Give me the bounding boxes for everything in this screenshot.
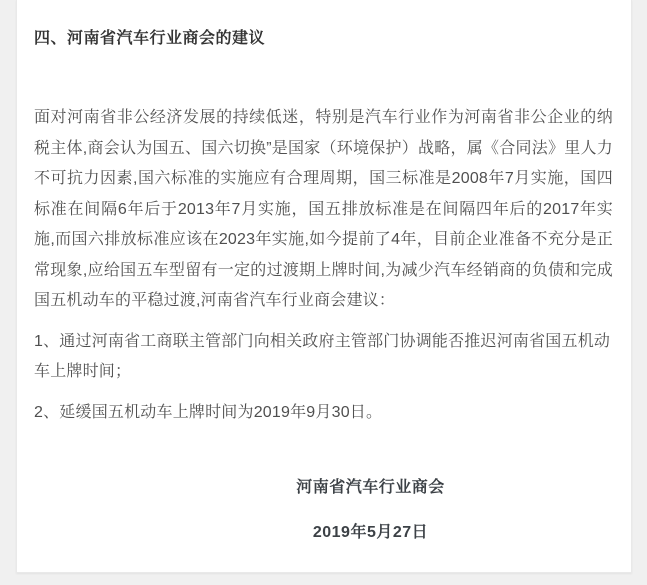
suggestion-item-2: 2、延缓国五机动车上牌时间为2019年9月30日。 — [34, 403, 383, 421]
section-heading: 四、河南省汽车行业商会的建议 — [34, 30, 266, 47]
signature: 河南省汽车行业商会 — [296, 479, 445, 496]
document-content — [17, 0, 631, 548]
signature-block — [81, 473, 647, 548]
suggestion-item-1: 1、通过河南省工商联主管部门向相关政府主管部门协调能否推迟河南省国五机动车上牌时间； — [34, 332, 611, 380]
document-card — [16, 0, 632, 573]
body-paragraph: 面对河南省非公经济发展的持续低迷，特别是汽车行业作为河南省非公企业的纳税主体,商会认为国五、国六切换”是国家（环境保护）战略，属《合同法》里人力不可抗力因素,国六标准的实施应有合理周期，国三标准是2008年7月实施，国四标准在间隔6年后于2013年7月实施，国五排放标准是在间隔四年后的2017年实施,而国六排放标准应该在2023年实施,如今提前了4年，目前企业准备不充分是正常现象,应给国五车型留有一定的过渡期上牌时间,为减少汽车经销商的负债和完成国五机动车的平稳过渡,河南省汽车行业商会建议： — [34, 109, 613, 309]
document-date: 2019年5月27日 — [312, 524, 429, 541]
